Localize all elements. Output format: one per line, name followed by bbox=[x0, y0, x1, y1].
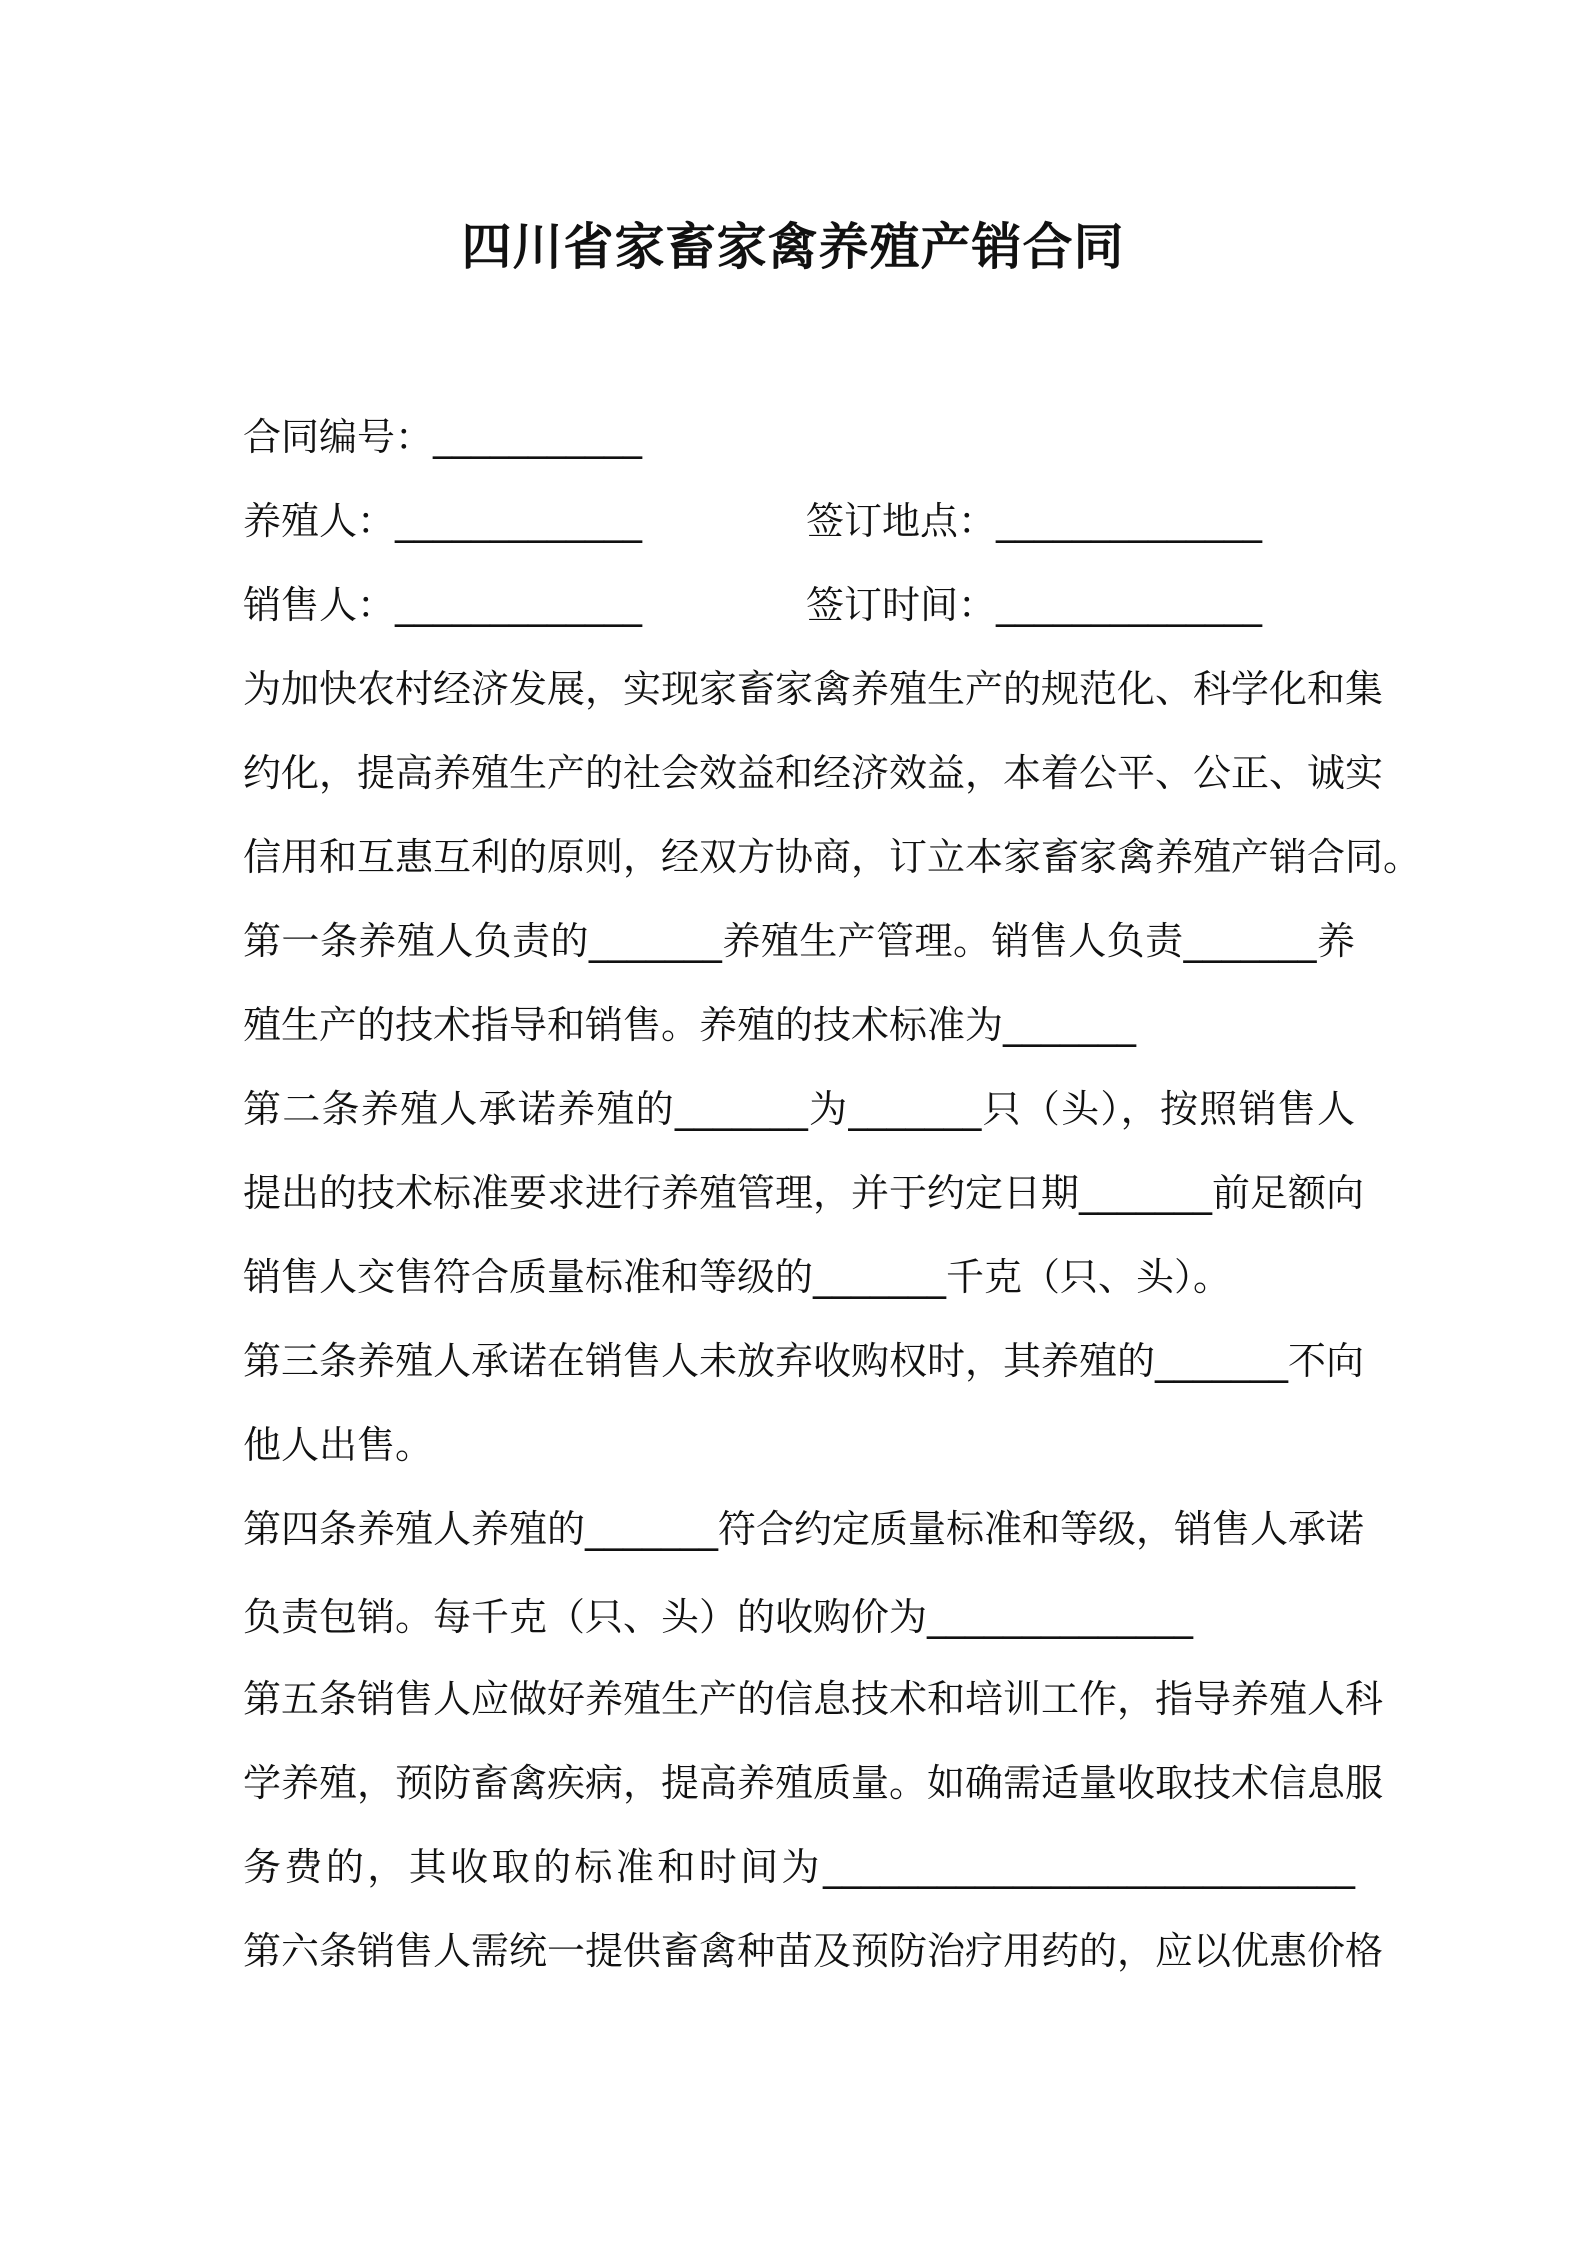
clause-4-line: 第四条养殖人养殖的_______符合约定质量标准和等级，销售人承诺 bbox=[243, 1507, 1365, 1551]
clause-5-line: 学养殖，预防畜禽疾病，提高养殖质量。如确需适量收取技术信息服 bbox=[243, 1761, 1384, 1805]
clause-3-line: 第三条养殖人承诺在销售人未放弃收购权时，其养殖的_______不向 bbox=[243, 1339, 1365, 1383]
sign-place-field: 签订地点：______________ bbox=[806, 499, 1263, 543]
clause-2-line: 提出的技术标准要求进行养殖管理，并于约定日期_______前足额向 bbox=[243, 1171, 1365, 1215]
body-line: 为加快农村经济发展，实现家畜家禽养殖生产的规范化、科学化和集 bbox=[243, 667, 1384, 711]
clause-1-line: 殖生产的技术指导和销售。养殖的技术标准为_______ bbox=[243, 1003, 1137, 1047]
clause-5-line: 第五条销售人应做好养殖生产的信息技术和培训工作，指导养殖人科 bbox=[243, 1677, 1384, 1721]
sign-time-field: 签订时间：______________ bbox=[806, 583, 1263, 627]
seller-field: 销售人：_____________ bbox=[243, 583, 643, 627]
document-title: 四川省家畜家禽养殖产销合同 bbox=[461, 218, 1125, 276]
clause-2-line: 第二条养殖人承诺养殖的_______为_______只（头），按照销售人 bbox=[243, 1087, 1355, 1131]
clause-4-line: 负责包销。每千克（只、头）的收购价为______________ bbox=[243, 1595, 1194, 1639]
body-line: 约化，提高养殖生产的社会效益和经济效益，本着公平、公正、诚实 bbox=[243, 751, 1384, 795]
contract-number-field: 合同编号：___________ bbox=[243, 415, 643, 459]
body-line: 信用和互惠互利的原则，经双方协商，订立本家畜家禽养殖产销合同。 bbox=[243, 835, 1422, 879]
clause-6-line: 第六条销售人需统一提供畜禽种苗及预防治疗用药的，应以优惠价格 bbox=[243, 1929, 1384, 1973]
breeder-field: 养殖人：_____________ bbox=[243, 499, 643, 543]
clause-3-line: 他人出售。 bbox=[243, 1423, 434, 1467]
clause-1-line: 第一条养殖人负责的_______养殖生产管理。销售人负责_______养 bbox=[243, 919, 1355, 963]
clause-5-line: 务费的，其收取的标准和时间为____________________________ bbox=[243, 1845, 1355, 1889]
clause-2-line: 销售人交售符合质量标准和等级的_______千克（只、头）。 bbox=[243, 1255, 1232, 1299]
